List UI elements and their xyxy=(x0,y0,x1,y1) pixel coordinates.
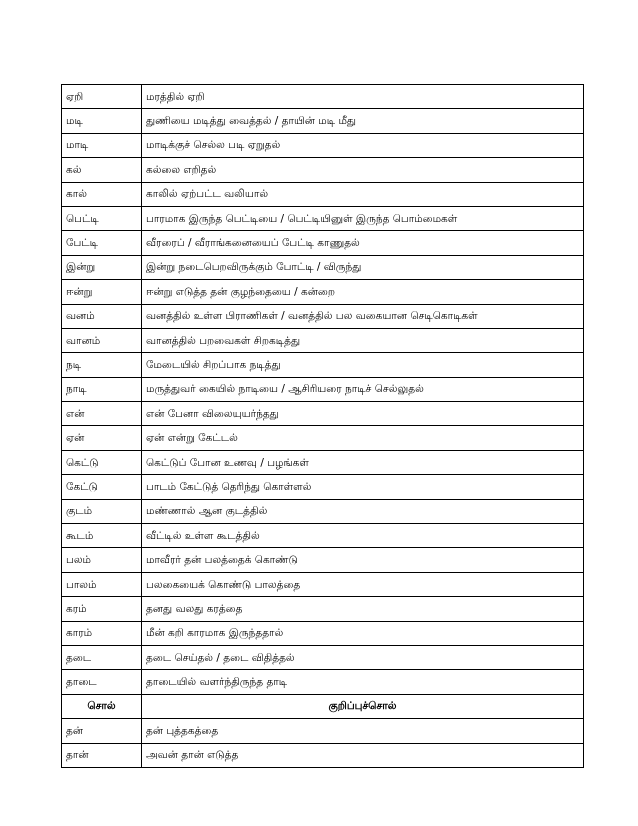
meaning-cell: வனத்தில் உள்ள பிராணிகள் / வனத்தில் பல வகையான செடிகொடிகள் xyxy=(142,304,584,328)
meaning-cell: காலில் ஏற்பட்ட வலியால் xyxy=(142,182,584,206)
word-cell: கால் xyxy=(62,182,142,206)
table-row xyxy=(62,499,584,523)
meaning-cell: தனது வலது கரத்தை xyxy=(142,597,584,621)
word-cell: நடி xyxy=(62,353,142,377)
table-row xyxy=(62,524,584,548)
table-row xyxy=(62,231,584,255)
word-cell: பாலம் xyxy=(62,572,142,596)
table-row xyxy=(62,719,584,743)
table-row xyxy=(62,328,584,352)
word-pair-table xyxy=(61,84,584,768)
table-header-row xyxy=(62,694,584,718)
meaning-cell: மேடையில் சிறப்பாக நடித்து xyxy=(142,353,584,377)
meaning-cell: ஏன் என்று கேட்டல் xyxy=(142,426,584,450)
meaning-cell: மாவீரர் தன் பலத்தைக் கொண்டு xyxy=(142,548,584,572)
word-cell: கல் xyxy=(62,158,142,182)
table-row xyxy=(62,572,584,596)
meaning-cell: கெட்டுப் போன உணவு / பழங்கள் xyxy=(142,450,584,474)
meaning-cell: தடை செய்தல் / தடை விதித்தல் xyxy=(142,645,584,669)
meaning-cell: மண்ணால் ஆன குடத்தில் xyxy=(142,499,584,523)
meaning-cell: என் பேனா விலையுயர்ந்தது xyxy=(142,402,584,426)
table-row xyxy=(62,304,584,328)
word-cell: கேட்டு xyxy=(62,475,142,499)
table-row xyxy=(62,450,584,474)
table-row xyxy=(62,621,584,645)
table-row xyxy=(62,670,584,694)
table-row xyxy=(62,426,584,450)
table-row xyxy=(62,206,584,230)
table-row xyxy=(62,475,584,499)
word-cell: இன்று xyxy=(62,255,142,279)
meaning-cell: இன்று நடைபெறவிருக்கும் போட்டி / விருந்து xyxy=(142,255,584,279)
meaning-cell: கல்லை எறிதல் xyxy=(142,158,584,182)
table-row xyxy=(62,182,584,206)
word-cell: தன் xyxy=(62,719,142,743)
word-cell: ஈன்று xyxy=(62,280,142,304)
meaning-cell: மாடிக்குச் செல்ல படி ஏறுதல் xyxy=(142,133,584,157)
meaning-cell: வீரரைப் / வீராங்கனையைப் பேட்டி காணுதல் xyxy=(142,231,584,255)
word-cell: குடம் xyxy=(62,499,142,523)
meaning-cell: துணியை மடித்து வைத்தல் / தாயின் மடி மீது xyxy=(142,109,584,133)
word-cell: நாடி xyxy=(62,377,142,401)
table-row xyxy=(62,158,584,182)
word-cell: ஏறி xyxy=(62,85,142,109)
word-cell: கூடம் xyxy=(62,524,142,548)
word-cell: காரம் xyxy=(62,621,142,645)
meaning-cell: பாடம் கேட்டுத் தெரிந்து கொள்ளல் xyxy=(142,475,584,499)
meaning-cell: வானத்தில் பறவைகள் சிறகடித்து xyxy=(142,328,584,352)
table-row xyxy=(62,255,584,279)
word-cell: பலம் xyxy=(62,548,142,572)
meaning-cell: மீன் கறி காரமாக இருந்ததால் xyxy=(142,621,584,645)
table-row xyxy=(62,402,584,426)
word-cell: பெட்டி xyxy=(62,206,142,230)
word-cell: கெட்டு xyxy=(62,450,142,474)
table-header-section xyxy=(62,694,584,718)
word-cell: வனம் xyxy=(62,304,142,328)
meaning-cell: தாடையில் வளர்ந்திருந்த தாடி xyxy=(142,670,584,694)
meaning-cell: மரத்தில் ஏறி xyxy=(142,85,584,109)
meaning-cell: பாரமாக இருந்த பெட்டியை / பெட்டியினுள் இருந்த பொம்மைகள் xyxy=(142,206,584,230)
word-cell: என் xyxy=(62,402,142,426)
word-cell: தான் xyxy=(62,743,142,767)
table-row xyxy=(62,353,584,377)
word-cell: கரம் xyxy=(62,597,142,621)
table-body-bottom xyxy=(62,719,584,768)
word-cell: தடை xyxy=(62,645,142,669)
header-word: சொல் xyxy=(62,694,142,718)
meaning-cell: மருத்துவர் கையில் நாடியை / ஆசிரியரை நாடிச் செல்லுதல் xyxy=(142,377,584,401)
word-cell: ஏன் xyxy=(62,426,142,450)
word-cell: மடி xyxy=(62,109,142,133)
meaning-cell: தன் புத்தகத்தை xyxy=(142,719,584,743)
meaning-cell: அவன் தான் எடுத்த xyxy=(142,743,584,767)
word-cell: தாடை xyxy=(62,670,142,694)
table-row xyxy=(62,109,584,133)
table-row xyxy=(62,280,584,304)
table-row xyxy=(62,743,584,767)
table-row xyxy=(62,85,584,109)
table-row xyxy=(62,548,584,572)
meaning-cell: ஈன்று எடுத்த தன் குழந்தையை / கன்றை xyxy=(142,280,584,304)
meaning-cell: வீட்டில் உள்ள கூடத்தில் xyxy=(142,524,584,548)
table-row xyxy=(62,377,584,401)
word-cell: பேட்டி xyxy=(62,231,142,255)
table-body-top xyxy=(62,85,584,695)
table-row xyxy=(62,597,584,621)
meaning-cell: பலகையைக் கொண்டு பாலத்தை xyxy=(142,572,584,596)
header-meaning: குறிப்புச்சொல் xyxy=(142,694,584,718)
word-cell: மாடி xyxy=(62,133,142,157)
word-cell: வானம் xyxy=(62,328,142,352)
table-row xyxy=(62,645,584,669)
table-row xyxy=(62,133,584,157)
